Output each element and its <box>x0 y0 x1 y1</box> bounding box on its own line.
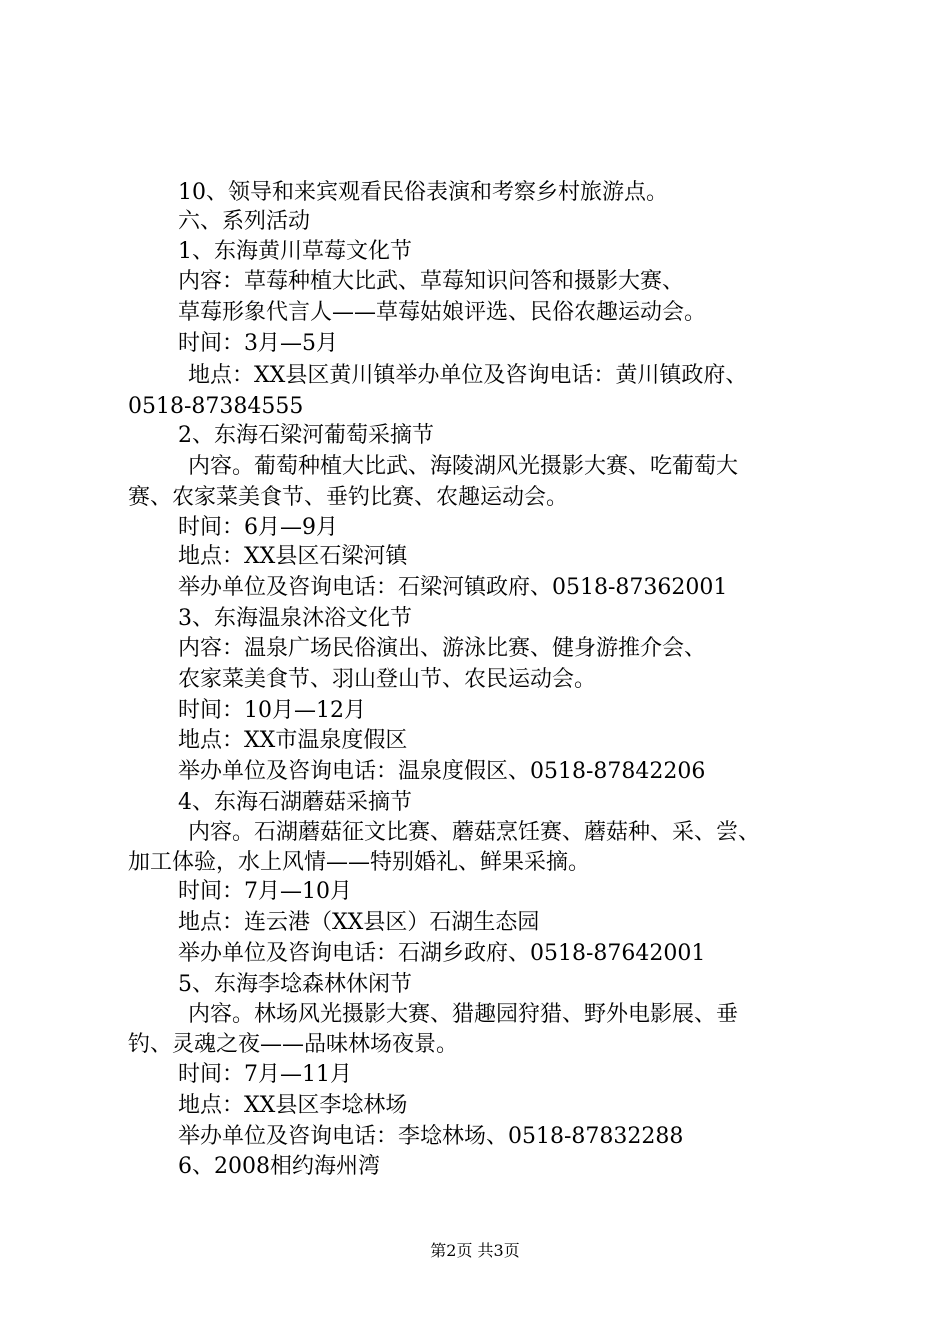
activity-time-3: 时间：10月—12月 <box>178 698 366 723</box>
activity-content-1-cont: 草莓形象代言人——草莓姑娘评选、民俗农趣运动会。 <box>178 300 707 325</box>
activity-organizer-3: 举办单位及咨询电话：温泉度假区、0518-87842206 <box>178 759 706 784</box>
activity-time-1: 时间：3月—5月 <box>178 331 338 356</box>
activity-title-3: 3、东海温泉沐浴文化节 <box>178 606 412 631</box>
activity-organizer-4: 举办单位及咨询电话：石湖乡政府、0518-87642001 <box>178 941 706 966</box>
activity-content-3-cont: 农家菜美食节、羽山登山节、农民运动会。 <box>178 667 597 692</box>
activity-content-2-cont: 赛、农家菜美食节、垂钓比赛、农趣运动会。 <box>128 485 569 510</box>
activity-title-2: 2、东海石梁河葡萄采摘节 <box>178 423 434 448</box>
activity-organizer-2: 举办单位及咨询电话：石梁河镇政府、0518-87362001 <box>178 575 728 600</box>
activity-location-2: 地点：XX县区石梁河镇 <box>178 544 408 569</box>
activity-content-4: 内容。石湖蘑菇征文比赛、蘑菇烹饪赛、蘑菇种、采、尝、 <box>188 820 761 845</box>
activity-content-3: 内容：温泉广场民俗演出、游泳比赛、健身游推介会、 <box>178 636 707 661</box>
activity-time-2: 时间：6月—9月 <box>178 515 338 540</box>
page-footer: 第2页 共3页 <box>430 1241 520 1260</box>
activity-location-3: 地点：XX市温泉度假区 <box>178 728 408 753</box>
activity-title-6: 6、2008相约海州湾 <box>178 1154 380 1179</box>
activity-location-5: 地点：XX县区李埝林场 <box>178 1093 408 1118</box>
activity-phone-1: 0518-87384555 <box>128 394 304 419</box>
activity-title-5: 5、东海李埝森林休闲节 <box>178 972 412 997</box>
activity-content-1: 内容：草莓种植大比武、草莓知识问答和摄影大赛、 <box>178 269 685 294</box>
activity-content-5-cont: 钓、灵魂之夜——品味林场夜景。 <box>128 1032 459 1057</box>
activity-location-4: 地点：连云港（XX县区）石湖生态园 <box>178 910 540 935</box>
activity-title-1: 1、东海黄川草莓文化节 <box>178 239 412 264</box>
text-line-1: 10、领导和来宾观看民俗表演和考察乡村旅游点。 <box>178 180 668 205</box>
activity-content-4-cont: 加工体验，水上风情——特别婚礼、鲜果采摘。 <box>128 850 591 875</box>
activity-time-4: 时间：7月—10月 <box>178 879 352 904</box>
activity-time-5: 时间：7月—11月 <box>178 1062 352 1087</box>
section-heading-activities: 六、系列活动 <box>178 209 311 234</box>
activity-location-1: 地点：XX县区黄川镇举办单位及咨询电话：黄川镇政府、 <box>188 363 748 388</box>
activity-content-2: 内容。葡萄种植大比武、海陵湖风光摄影大赛、吃葡萄大 <box>188 454 739 479</box>
activity-content-5: 内容。林场风光摄影大赛、猎趣园狩猎、野外电影展、垂 <box>188 1002 739 1027</box>
activity-organizer-5: 举办单位及咨询电话：李埝林场、0518-87832288 <box>178 1124 684 1149</box>
activity-title-4: 4、东海石湖蘑菇采摘节 <box>178 790 412 815</box>
